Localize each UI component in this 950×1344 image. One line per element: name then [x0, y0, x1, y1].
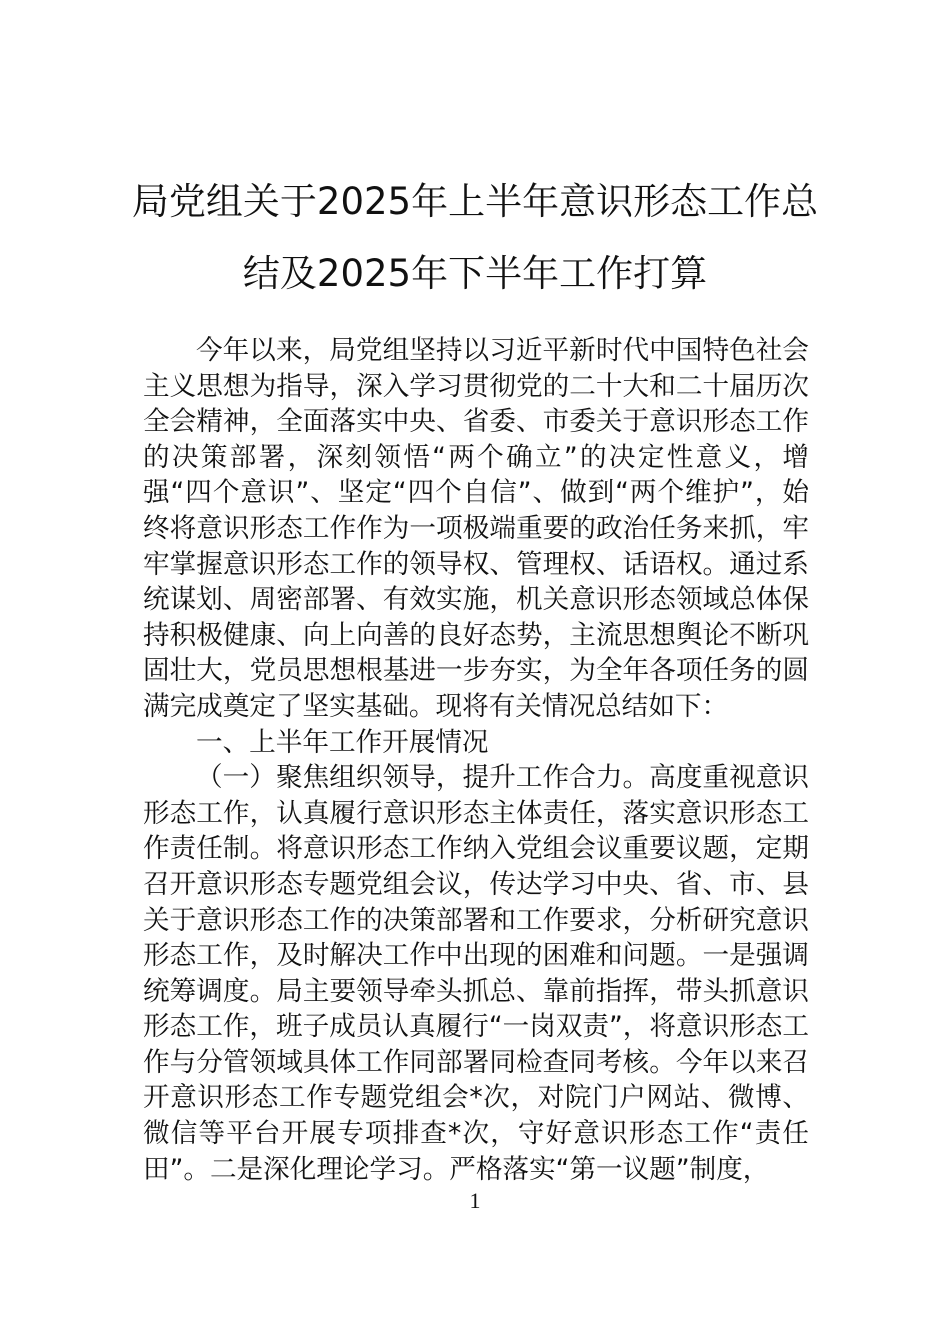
- page-number: 1: [469, 1188, 481, 1213]
- section-heading: 一、上半年工作开展情况: [196, 726, 489, 758]
- intro-paragraph: 今年以来，局党组坚持以习近平新时代中国特色社会主义思想为指导，深入学习贯彻党的二十大和二十届历次全会精神，全面落实中央、省委、市委关于意识形态工作的决策部署，深刻领悟“两个确立”的决定性意义，增强“四个意识”、坚定“四个自信”、做到“两个维护”，始终将意识形态工作作为一项极端重要的政治任务来抓，牢牢掌握意识形态工作的领导权、管理权、话语权。通过系统谋划、周密部署、有效实施，机关意识形态领域总体保持积极健康、向上向善的良好态势，主流思想舆论不断巩固壮大，党员思想根基进一步夯实，为全年各项任务的圆满完成奠定了坚实基础。现将有关情况总结如下：: [143, 335, 809, 722]
- document-body: [143, 333, 809, 1187]
- title-line-2: 结及2025年下半年工作打算: [242, 252, 708, 295]
- title-line-1: 局党组关于2025年上半年意识形态工作总: [131, 180, 819, 223]
- document-title: [120, 166, 830, 310]
- subsection-paragraph: （一）聚焦组织领导，提升工作合力。高度重视意识形态工作，认真履行意识形态主体责任，落实意识形态工作责任制。将意识形态工作纳入党组会议重要议题，定期召开意识形态专题党组会议，传达学习中央、省、市、县关于意识形态工作的决策部署和工作要求，分析研究意识形态工作，及时解决工作中出现的困难和问题。一是强调统筹调度。局主要领导牵头抓总、靠前指挥，带头抓意识形态工作，班子成员认真履行“一岗双责”，将意识形态工作与分管领域具体工作同部署同检查同考核。今年以来召开意识形态工作专题党组会*次，对院门户网站、微博、微信等平台开展专项排查*次，守好意识形态工作“责任田”。二是深化理论学习。严格落实“第一议题”制度，: [143, 762, 809, 1185]
